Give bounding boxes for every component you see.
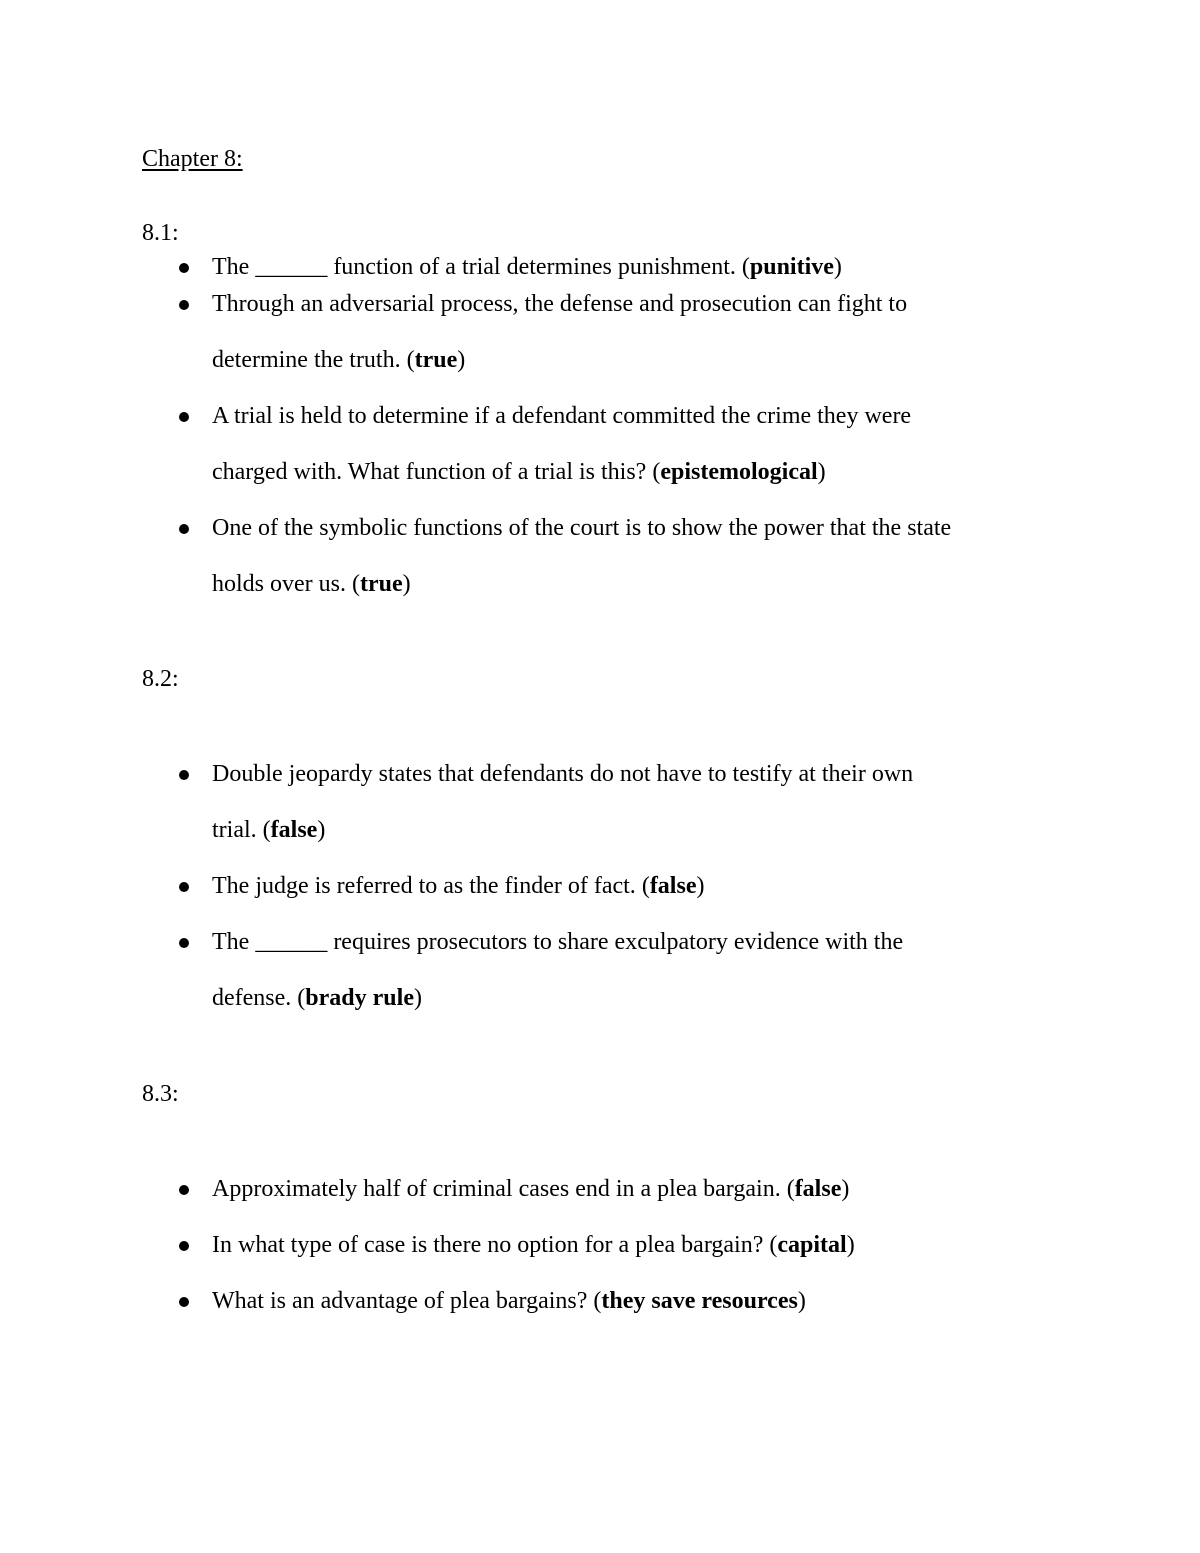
list-item: One of the symbolic functions of the court is to show the power that the state holds over us. (true) (212, 500, 1092, 612)
question-text-cont: holds over us. (212, 571, 346, 597)
bullet-icon (179, 1241, 189, 1251)
section-heading-8-3: 8.3: (142, 1081, 179, 1107)
list-item: The judge is referred to as the finder of fact. (false) (212, 858, 1092, 914)
list-item: Double jeopardy states that defendants do not have to testify at their own trial. (false) (212, 746, 1092, 858)
question-text-cont: determine the truth. (212, 347, 401, 373)
question-text: A trial is held to determine if a defendant committed the crime they were (212, 403, 912, 429)
section-heading-8-2: 8.2: (142, 666, 179, 692)
answer-text: true (360, 571, 403, 597)
answer-text: punitive (749, 254, 834, 280)
question-text: Through an adversarial process, the defense and prosecution can fight to (212, 291, 908, 317)
answer-text: false (794, 1176, 842, 1202)
answer-text: they save resources (601, 1288, 798, 1314)
answer-text: capital (777, 1232, 847, 1258)
bullet-icon (179, 524, 189, 534)
bullet-icon (179, 770, 189, 780)
question-text: What is an advantage of plea bargains? (212, 1288, 588, 1314)
question-text: One of the symbolic functions of the court is to show the power that the state (212, 515, 952, 541)
question-text-cont: trial. (212, 817, 257, 843)
list-item: The ______ function of a trial determines punishment. (punitive) (212, 239, 1092, 295)
answer-text: brady rule (305, 985, 414, 1011)
list-item: The ______ requires prosecutors to share exculpatory evidence with the defense. (brady rule) (212, 914, 1092, 1026)
answer-text: false (649, 873, 697, 899)
bullet-icon (179, 412, 189, 422)
list-item: Through an adversarial process, the defense and prosecution can fight to determine the truth. (true) (212, 276, 1092, 388)
bullet-icon (179, 1297, 189, 1307)
list-item: A trial is held to determine if a defendant committed the crime they were charged with. What function of a trial is this? (epistemological) (212, 388, 1092, 500)
bullet-icon (179, 882, 189, 892)
list-item: Approximately half of criminal cases end in a plea bargain. (false) (212, 1161, 1092, 1217)
list-item: In what type of case is there no option for a plea bargain? (capital) (212, 1217, 1092, 1273)
question-text: Double jeopardy states that defendants do not have to testify at their own (212, 761, 914, 787)
bullet-icon (179, 1185, 189, 1195)
answer-text: false (270, 817, 318, 843)
question-text-cont: defense. (212, 985, 292, 1011)
question-text: In what type of case is there no option for a plea bargain? (212, 1232, 764, 1258)
question-text: Approximately half of criminal cases end in a plea bargain. (212, 1176, 781, 1202)
question-text: The ______ requires prosecutors to share exculpatory evidence with the (212, 929, 904, 955)
bullet-icon (179, 300, 189, 310)
answer-text: epistemological (660, 459, 818, 485)
question-text: The ______ function of a trial determines punishment. (212, 254, 736, 280)
question-text-cont: charged with. What function of a trial is this? (212, 459, 647, 485)
question-text: The judge is referred to as the finder of fact. (212, 873, 636, 899)
bullet-icon (179, 263, 189, 273)
chapter-title: Chapter 8: (142, 146, 243, 172)
bullet-icon (179, 938, 189, 948)
list-item: What is an advantage of plea bargains? (they save resources) (212, 1273, 1092, 1329)
answer-text: true (414, 347, 458, 373)
section-heading-8-1: 8.1: (142, 220, 179, 246)
